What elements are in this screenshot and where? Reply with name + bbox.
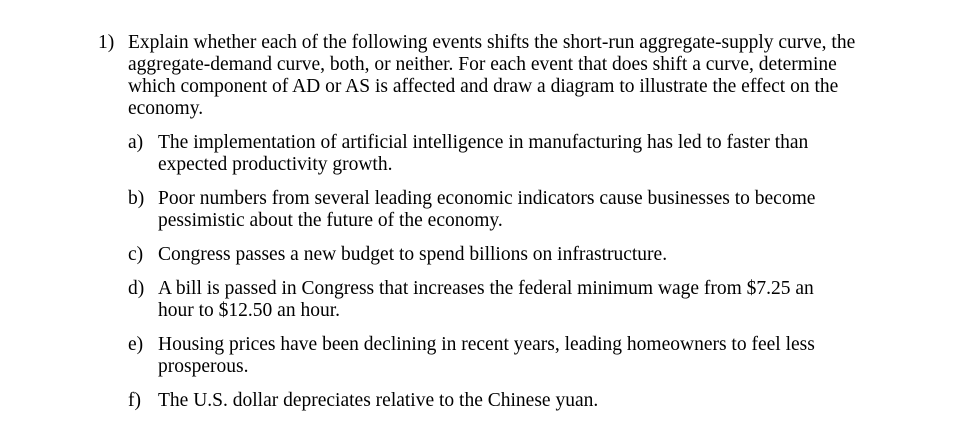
sub-question-text: Housing prices have been declining in recent years, leading homeowners to feel less prosperous. <box>158 334 815 377</box>
sub-question-text: The U.S. dollar depreciates relative to the Chinese yuan. <box>158 390 599 411</box>
sub-question-letter: a) <box>128 132 144 153</box>
sub-question-text: A bill is passed in Congress that increases the federal minimum wage from $7.25 an hour to $12.50 an hour. <box>158 278 814 321</box>
sub-question-letter: e) <box>128 334 144 355</box>
sub-question-letter: b) <box>128 188 145 209</box>
question-text: Explain whether each of the following events shifts the short-run aggregate-supply curve, the aggregate-demand curve, both, or neither. For each event that does shift a curve, determine which component of AD or AS is affected and draw a diagram to illustrate the effect on the economy. <box>128 32 856 119</box>
sub-question-letter: f) <box>128 390 141 411</box>
question-number: 1) <box>98 32 115 53</box>
sub-question-letter: d) <box>128 278 145 299</box>
sub-question-text: The implementation of artificial intelligence in manufacturing has led to faster than expected productivity growth. <box>158 132 809 175</box>
sub-question-text: Poor numbers from several leading economic indicators cause businesses to become pessimistic about the future of the economy. <box>158 188 816 231</box>
sub-question-letter: c) <box>128 244 144 265</box>
sub-question-text: Congress passes a new budget to spend billions on infrastructure. <box>158 244 668 265</box>
